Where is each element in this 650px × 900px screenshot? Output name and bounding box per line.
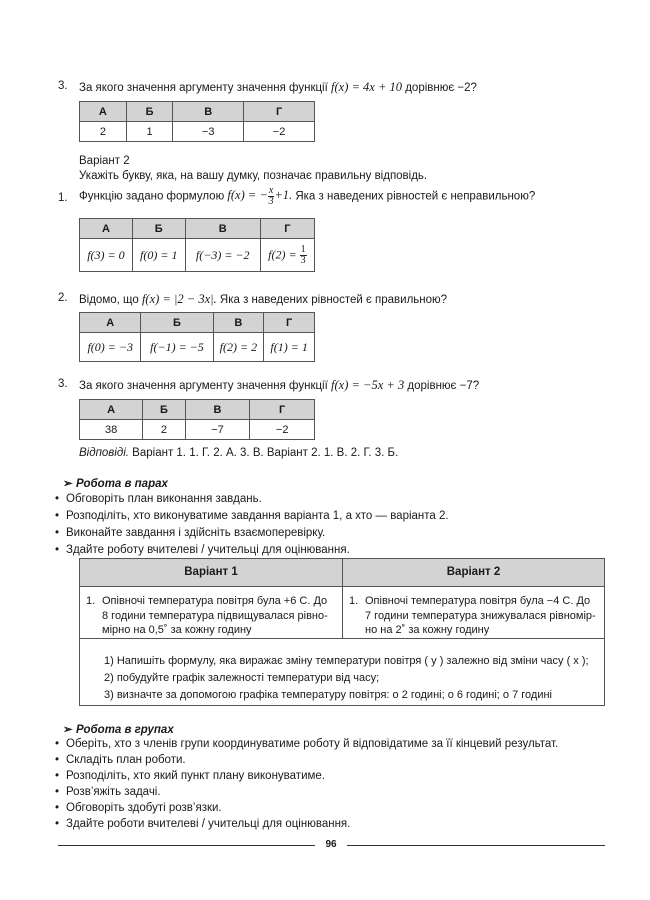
section-heading: ➢ Робота в групах	[63, 724, 174, 736]
option-header: Г	[244, 102, 315, 122]
option-header: Г	[260, 219, 314, 239]
formula: f(x) = |2 − 3x|.	[141, 292, 217, 306]
list-item: • Оберіть, хто з членів групи координуватиме роботу й відповідатиме за її кінцевий результат.	[66, 738, 558, 750]
option-value: f(2) = 2	[213, 333, 264, 362]
option-value: −2	[244, 122, 315, 142]
variant-1-text: Опівночі температура повітря була +6 С. До 8 години температура підвищувалася рівно- мірно на 0,5˚ за кожну годину	[102, 595, 328, 636]
page-number: 96	[325, 839, 337, 850]
list-item: • Здайте роботи вчителеві / учительці для оцінювання.	[66, 818, 350, 830]
option-value: f(−3) = −2	[185, 239, 260, 272]
option-value: f(0) = −3	[80, 333, 141, 362]
option-header: Г	[250, 400, 315, 420]
answers-key: Відповіді. Варіант 1. 1. Г. 2. А. 3. В. Варіант 2. 1. В. 2. Г. 3. Б.	[79, 447, 399, 459]
task-item: 2) побудуйте графік залежності температури від часу;	[104, 672, 380, 684]
list-item: • Обговоріть здобуті розв’язки.	[66, 802, 222, 814]
option-value: 2	[80, 122, 127, 142]
option-value: −7	[185, 420, 250, 440]
variant-2-text: Опівночі температура повітря була −4 С. До 7 години температура знижувалася рівномір- но на 2˚ за кожну годину	[365, 595, 596, 636]
option-header: Б	[132, 219, 185, 239]
option-header: А	[80, 400, 143, 420]
arrow-icon: ➢	[63, 478, 73, 490]
variant-1-number: 1.	[86, 595, 96, 607]
variant-1-header: Варіант 1	[80, 559, 343, 587]
option-header: Б	[126, 102, 173, 122]
list-item: • Виконайте завдання і здійсніть взаємоперевірку.	[66, 527, 325, 539]
answer-table	[79, 101, 315, 142]
divider	[80, 638, 604, 639]
variant-2-number: 1.	[349, 595, 359, 607]
list-item: • Здайте роботу вчителеві / учительці для оцінювання.	[66, 544, 350, 556]
list-item: • Складіть план роботи.	[66, 754, 186, 766]
task-item: 3) визначте за допомогою графіка температуру повітря: о 2 годині; о 6 годині; о 7 годині	[104, 689, 552, 701]
option-value: f(3) = 0	[80, 239, 133, 272]
task-item: 1) Напишіть формулу, яка виражає зміну температури повітря ( y ) залежно від зміни часу ( x );	[104, 655, 589, 667]
list-item: • Розподіліть, хто виконуватиме завдання варіанта 1, а хто — варіанта 2.	[66, 510, 449, 522]
footer-rule	[347, 845, 605, 846]
option-header: В	[173, 102, 244, 122]
divider	[342, 586, 343, 638]
answer-table	[79, 218, 315, 272]
option-value: f(−1) = −5	[141, 333, 213, 362]
option-header: А	[80, 102, 127, 122]
option-value: 38	[80, 420, 143, 440]
tasks-list	[104, 653, 589, 704]
option-value: 2	[143, 420, 185, 440]
question-text: За якого значення аргументу значення функції f(x) = −5x + 3 дорівнює −7?	[79, 378, 480, 392]
variant-2-header: Варіант 2	[343, 559, 604, 587]
arrow-icon: ➢	[63, 724, 73, 736]
question-number: 3.	[58, 378, 68, 390]
question-number: 2.	[58, 292, 68, 304]
footer-rule	[58, 845, 315, 846]
option-value: 1	[126, 122, 173, 142]
formula: f(x) = − $\frac{x}{3}$ +1.	[227, 185, 293, 207]
option-header: В	[185, 400, 250, 420]
option-header: А	[80, 219, 133, 239]
question-text: Відомо, що f(x) = |2 − 3x|. Яка з наведених рівностей є правильною?	[79, 292, 448, 306]
option-header: Б	[141, 313, 213, 333]
instruction: Укажіть букву, яка, на вашу думку, позначає правильну відповідь.	[79, 170, 428, 182]
question-number: 3.	[58, 80, 68, 92]
section-heading: ➢ Робота в парах	[63, 478, 168, 490]
variant-title: Варіант 2	[79, 155, 130, 167]
formula: f(x) = −5x + 3	[331, 378, 405, 392]
variants-table	[79, 558, 605, 706]
list-item: • Розподіліть, хто який пункт плану виконуватиме.	[66, 770, 325, 782]
option-value: f(2) = $\frac{1}{3}$	[260, 239, 314, 272]
option-header: В	[213, 313, 264, 333]
question-text: За якого значення аргументу значення функції f(x) = 4x + 10 дорівнює −2?	[79, 80, 477, 94]
answer-table	[79, 399, 315, 440]
question-number: 1.	[58, 192, 68, 204]
option-value: f(0) = 1	[132, 239, 185, 272]
list-item: • Обговоріть план виконання завдань.	[66, 493, 262, 505]
question-text: Функцію задано формулою f(x) = − $\frac{x}{3}$ +1. Яка з наведених рівностей є неправильною?	[79, 185, 536, 207]
answer-table	[79, 312, 315, 362]
option-header: А	[80, 313, 141, 333]
option-header: Г	[264, 313, 315, 333]
option-header: Б	[143, 400, 185, 420]
option-header: В	[185, 219, 260, 239]
list-item: • Розв’яжіть задачі.	[66, 786, 161, 798]
option-value: f(1) = 1	[264, 333, 315, 362]
option-value: −2	[250, 420, 315, 440]
option-value: −3	[173, 122, 244, 142]
formula: f(x) = 4x + 10	[331, 80, 403, 94]
